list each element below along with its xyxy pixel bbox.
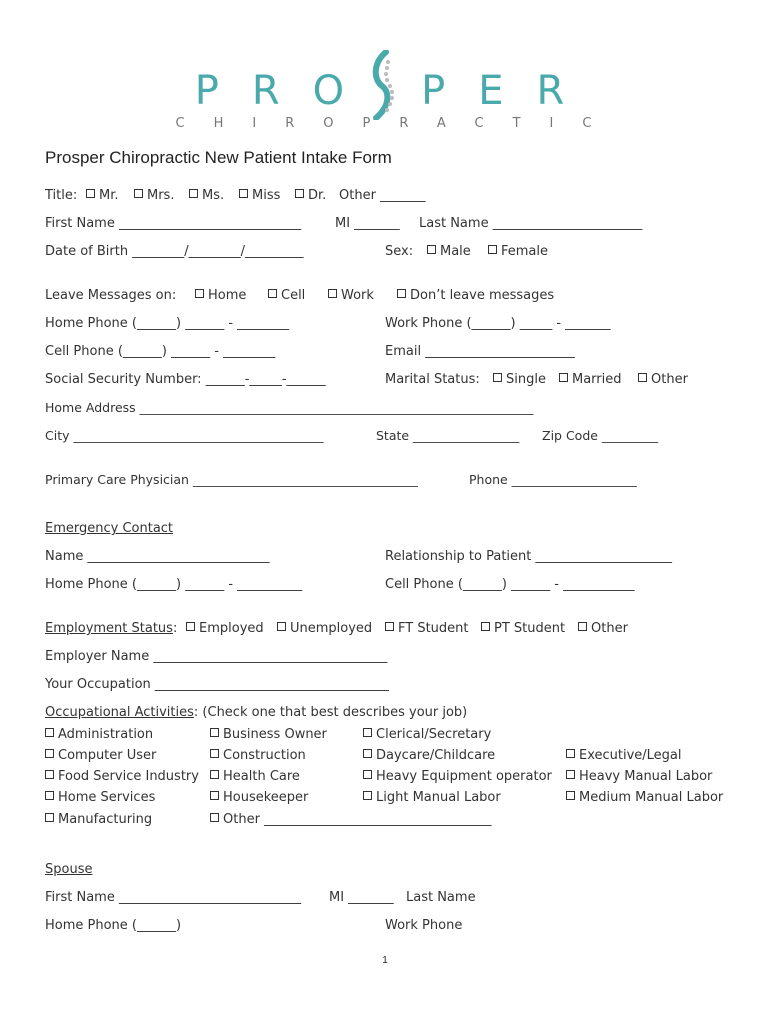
marital-status-label: Marital Status: [385,372,480,387]
checkbox-icon [427,245,436,254]
checkbox-icon [45,749,54,758]
occupation-option-health-care[interactable]: Health Care [210,769,300,784]
checkbox-icon [363,728,372,737]
middle-initial-field[interactable]: MI _______ [335,216,400,231]
checkbox-icon [578,622,587,631]
title-option-miss[interactable]: Miss [239,188,280,203]
occupation-option-housekeeper[interactable]: Housekeeper [210,790,308,805]
checkbox-icon [189,189,198,198]
occupation-option-administration[interactable]: Administration [45,727,153,742]
emergency-contact-heading: Emergency Contact [45,521,174,536]
spouse-home-phone-field[interactable]: Home Phone (______) [45,918,182,933]
checkbox-icon [195,289,204,298]
occupation-option-executive-legal[interactable]: Executive/Legal [566,748,682,763]
employment-option-other[interactable]: Other [578,621,628,636]
home-phone-field[interactable]: Home Phone (______) ______ - ________ [45,316,290,331]
checkbox-icon [186,622,195,631]
spine-logo-icon [360,50,404,120]
occupation-option-heavy-equipment[interactable]: Heavy Equipment operator [363,769,552,784]
employer-name-field[interactable]: Employer Name ____________________________________ [45,649,388,664]
spouse-first-name-field[interactable]: First Name ____________________________ [45,890,301,905]
checkbox-icon [277,622,286,631]
marital-option-married[interactable]: Married [559,372,622,387]
spouse-heading: Spouse [45,862,93,877]
title-option-dr[interactable]: Dr. [295,188,326,203]
checkbox-icon [363,749,372,758]
page-number: 1 [382,955,388,966]
checkbox-icon [210,728,219,737]
occupation-option-home-services[interactable]: Home Services [45,790,155,805]
checkbox-icon [566,791,575,800]
employment-option-employed[interactable]: Employed [186,621,264,636]
employment-status-label: Employment Status: [45,621,178,636]
title-label: Title: [45,188,78,203]
primary-care-physician-field[interactable]: Primary Care Physician ____________________________________ [45,472,418,487]
employment-option-pt-student[interactable]: PT Student [481,621,565,636]
checkbox-icon [45,791,54,800]
checkbox-icon [363,791,372,800]
sex-label: Sex: [385,244,414,259]
spouse-last-name-field[interactable]: Last Name [406,890,476,905]
occupation-option-medium-manual[interactable]: Medium Manual Labor [566,790,723,805]
checkbox-icon [210,791,219,800]
checkbox-icon [493,373,502,382]
occupation-option-computer-user[interactable]: Computer User [45,748,156,763]
occupation-option-light-manual[interactable]: Light Manual Labor [363,790,501,805]
checkbox-icon [566,770,575,779]
checkbox-icon [363,770,372,779]
checkbox-icon [45,813,54,822]
checkbox-icon [638,373,647,382]
ssn-field[interactable]: Social Security Number: ______-_____-______ [45,372,326,387]
checkbox-icon [210,749,219,758]
checkbox-icon [268,289,277,298]
checkbox-icon [134,189,143,198]
logo-word-left: PRO [194,68,378,114]
title-option-mrs[interactable]: Mrs. [134,188,174,203]
occupation-option-food-service[interactable]: Food Service Industry [45,769,199,784]
emergency-cell-phone-field[interactable]: Cell Phone (______) ______ - ___________ [385,577,635,592]
checkbox-icon [45,770,54,779]
emergency-relationship-field[interactable]: Relationship to Patient _____________________ [385,549,673,564]
prosper-logo [0,50,770,135]
emergency-name-field[interactable]: Name ____________________________ [45,549,270,564]
checkbox-icon [481,622,490,631]
checkbox-icon [328,289,337,298]
sex-option-female[interactable]: Female [488,244,548,259]
occupation-option-other[interactable]: Other ___________________________________ [210,812,492,827]
messages-option-home[interactable]: Home [195,288,246,303]
spouse-work-phone-field[interactable]: Work Phone [385,918,463,933]
checkbox-icon [488,245,497,254]
zip-code-field[interactable]: Zip Code _________ [542,428,659,443]
checkbox-icon [397,289,406,298]
date-of-birth-field[interactable]: Date of Birth ________/________/_________ [45,244,304,259]
spouse-middle-initial-field[interactable]: MI _______ [329,890,394,905]
logo-subtitle: CHIROPRACTIC [175,116,621,131]
emergency-home-phone-field[interactable]: Home Phone (______) ______ - __________ [45,577,303,592]
title-option-mr[interactable]: Mr. [86,188,119,203]
messages-option-cell[interactable]: Cell [268,288,305,303]
cell-phone-field[interactable]: Cell Phone (______) ______ - ________ [45,344,276,359]
checkbox-icon [86,189,95,198]
occupation-option-heavy-manual[interactable]: Heavy Manual Labor [566,769,712,784]
checkbox-icon [385,622,394,631]
employment-option-unemployed[interactable]: Unemployed [277,621,372,636]
occupation-option-construction[interactable]: Construction [210,748,306,763]
checkbox-icon [566,749,575,758]
messages-option-dont[interactable]: Don’t leave messages [397,288,554,303]
last-name-field[interactable]: Last Name _______________________ [419,216,643,231]
form-title: Prosper Chiropractic New Patient Intake Form [45,148,392,167]
logo-word-right: PER [421,68,598,114]
messages-option-work[interactable]: Work [328,288,374,303]
title-option-ms[interactable]: Ms. [189,188,224,203]
city-field[interactable]: City ________________________________________ [45,428,324,443]
state-field[interactable]: State _________________ [376,428,520,443]
employment-option-ft-student[interactable]: FT Student [385,621,469,636]
checkbox-icon [559,373,568,382]
title-other-field[interactable]: Other _______ [339,188,426,203]
first-name-field[interactable]: First Name ____________________________ [45,216,301,231]
checkbox-icon [239,189,248,198]
occupational-activities-heading: Occupational Activities: (Check one that best describes your job) [45,705,468,720]
sex-option-male[interactable]: Male [427,244,471,259]
checkbox-icon [295,189,304,198]
occupation-option-daycare[interactable]: Daycare/Childcare [363,748,495,763]
occupation-option-manufacturing[interactable]: Manufacturing [45,812,152,827]
email-field[interactable]: Email _______________________ [385,344,575,359]
marital-option-single[interactable]: Single [493,372,546,387]
leave-messages-label: Leave Messages on: [45,288,177,303]
work-phone-field[interactable]: Work Phone (______) _____ - _______ [385,316,611,331]
home-address-field[interactable]: Home Address _______________________________________________________________ [45,400,534,415]
physician-phone-field[interactable]: Phone ____________________ [469,472,637,487]
marital-option-other[interactable]: Other [638,372,688,387]
occupation-field[interactable]: Your Occupation ____________________________________ [45,677,389,692]
checkbox-icon [210,770,219,779]
occupation-option-business-owner[interactable]: Business Owner [210,727,327,742]
occupation-option-clerical[interactable]: Clerical/Secretary [363,727,491,742]
checkbox-icon [45,728,54,737]
checkbox-icon [210,813,219,822]
